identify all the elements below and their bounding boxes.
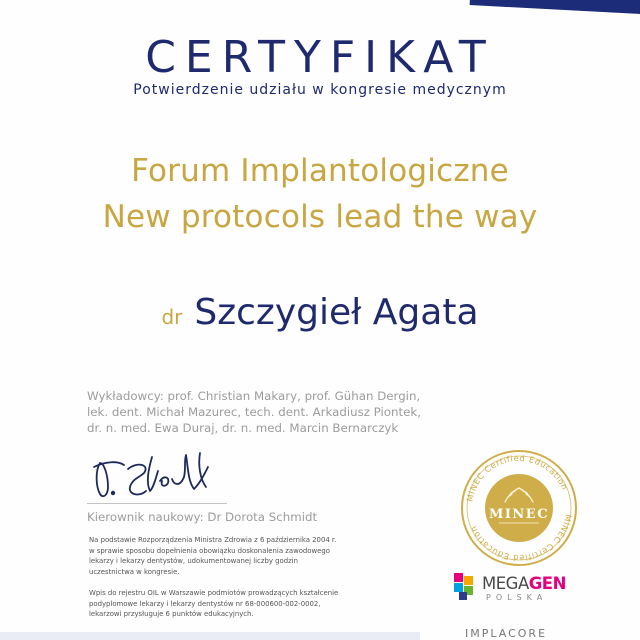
lecturers-line: lek. dent. Michał Mazurec, tech. dent. Arkadiusz Piontek, (87, 405, 421, 419)
lecturers-line: dr. n. med. Ewa Duraj, dr. n. med. Marcin Bernarczyk (87, 421, 399, 435)
seal-center-text: MINEC (488, 507, 550, 522)
implacore-logo: IMPLACORE (465, 627, 548, 640)
legal-line: podyplomowe lekarzy i lekarzy dentystów nr 68-000600-002-0002, (89, 599, 321, 608)
recipient (0, 292, 640, 333)
minec-seal (459, 448, 579, 568)
legal-note-regulation (89, 535, 389, 577)
legal-line: w sprawie sposobu dopełnienia obowiązku doskonalenia zawodowego (89, 546, 330, 555)
brand-name-part1: MEGA (482, 574, 529, 593)
certificate-title: CERTYFIKAT (145, 32, 495, 83)
recipient-name: Szczygieł Agata (194, 292, 479, 333)
event-title-line2: New protocols lead the way (102, 199, 538, 235)
legal-line: lekarzy i lekarzy dentystów, udokumentowanej liczby godzin (89, 557, 298, 565)
signature-image (90, 447, 230, 505)
corner-accent-bottom (0, 632, 420, 640)
seal-ring-text: MINEC Certified Education (467, 513, 574, 564)
legal-line: Na podstawie Rozporządzenia Ministra Zdrowia z 6 października 2004 r. (89, 536, 337, 544)
legal-line: uczestnictwa w kongresie. (89, 567, 180, 576)
brand-subtitle: POLSKA (486, 593, 548, 602)
certificate-subtitle: Potwierdzenie udziału w kongresie medycznym (133, 82, 507, 98)
lecturers-list (87, 388, 467, 436)
megagen-logo (452, 573, 582, 605)
signature-line (87, 503, 227, 504)
seal-ring-text: MINEC Certified Education (464, 452, 571, 503)
megagen-mark-icon (452, 573, 478, 601)
scientific-director: Kierownik naukowy: Dr Dorota Schmidt (87, 510, 318, 524)
brand-name (482, 574, 566, 593)
legal-note-registry (89, 588, 389, 620)
legal-line: Wpis do rejestru OIL w Warszawie podmiotów prowadzących kształcenie (89, 589, 339, 597)
recipient-prefix: dr (161, 305, 183, 329)
corner-accent-top (470, 0, 640, 15)
brand-name-part2: GEN (528, 574, 566, 593)
event-title-line1: Forum Implantologiczne (131, 153, 509, 189)
legal-line: lekarzowi przysługuje 6 punktów edukacyjnych. (89, 610, 254, 618)
lecturers-line: Wykładowcy: prof. Christian Makary, prof. Gühan Dergin, (87, 389, 421, 403)
